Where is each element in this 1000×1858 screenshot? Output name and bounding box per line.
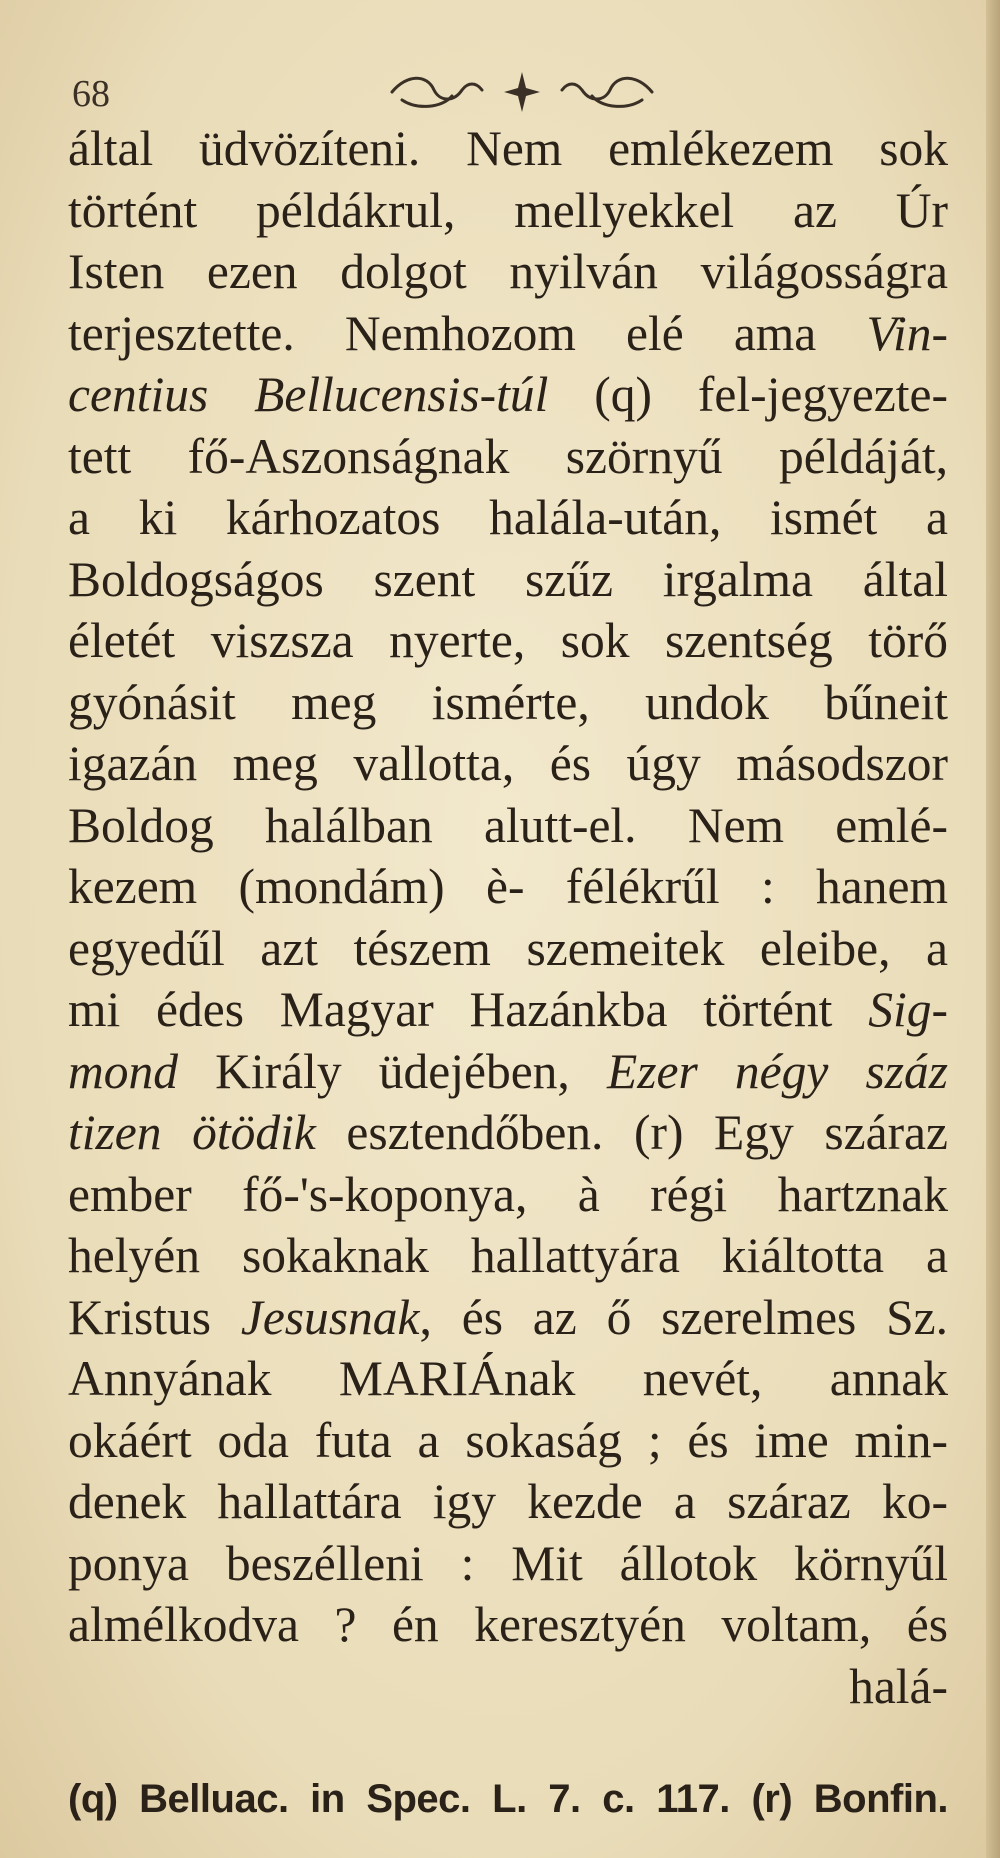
text-segment: esztendőben. (r) Egy száraz xyxy=(315,1105,949,1160)
text-segment: életét viszsza nyerte, sok szentség törő xyxy=(68,613,948,668)
page-edge xyxy=(986,0,1000,1858)
text-segment: kezem (mondám) è- félékrűl : hanem xyxy=(68,859,948,914)
text-line xyxy=(68,610,948,672)
text-line xyxy=(68,303,948,365)
text-line xyxy=(68,979,948,1041)
text-segment: Boldog halálban alutt-el. Nem emlé- xyxy=(68,797,948,853)
text-segment: denek hallattára igy kezde a száraz ko- xyxy=(68,1474,948,1529)
italic-text: Vin- xyxy=(866,305,948,361)
text-segment: helyén sokaknak hallattyára kiáltotta a xyxy=(68,1228,948,1283)
text-segment: Isten ezen dolgot nyilván világosságra xyxy=(68,244,948,299)
text-line xyxy=(68,1287,948,1349)
text-line xyxy=(68,118,948,180)
text-segment: mi édes Magyar Hazánkba történt xyxy=(68,982,869,1037)
text-line xyxy=(68,795,948,857)
italic-text: Sig- xyxy=(868,982,948,1037)
text-segment: Annyának MARIÁnak nevét, annak xyxy=(68,1351,948,1406)
text-line xyxy=(68,364,948,426)
text-segment: gyónásit meg ismérte, undok bűneit xyxy=(68,674,948,730)
text-segment: egyedűl azt tészem szemeitek eleibe, a xyxy=(68,920,948,976)
text-line xyxy=(68,1164,948,1226)
text-segment: Király üdejében, xyxy=(178,1043,607,1099)
text-line xyxy=(68,1225,948,1287)
text-line xyxy=(68,1041,948,1103)
text-segment: almélkodva ? én keresztyén voltam, és xyxy=(68,1597,948,1652)
text-segment: a ki kárhozatos halála-után, ismét a xyxy=(68,490,948,545)
text-line xyxy=(68,1656,948,1718)
main-text xyxy=(68,118,948,1717)
text-segment: által üdvözíteni. Nem emlékezem sok xyxy=(68,121,948,176)
text-line xyxy=(68,1471,948,1533)
text-segment: halá- xyxy=(849,1658,948,1714)
italic-text: Ezer négy száz xyxy=(606,1043,948,1099)
text-line xyxy=(68,733,948,795)
text-segment: igazán meg vallotta, és úgy másodszor xyxy=(68,736,948,791)
text-line xyxy=(68,549,948,611)
text-segment: Kristus xyxy=(68,1289,241,1345)
text-line xyxy=(68,1533,948,1595)
text-line xyxy=(68,1410,948,1472)
text-line xyxy=(68,487,948,549)
text-line xyxy=(68,426,948,488)
text-segment: okáért oda futa a sokaság ; és ime min- xyxy=(68,1412,948,1468)
text-segment: tett fő-Aszonságnak szörnyű példáját, xyxy=(68,428,948,484)
italic-text: tizen ötödik xyxy=(68,1105,316,1160)
text-segment: történt példákrul, mellyekkel az Úr xyxy=(68,182,948,238)
italic-text: centius Bellucensis-túl xyxy=(68,367,549,422)
text-line xyxy=(68,1102,948,1164)
text-line xyxy=(68,1594,948,1656)
footnote: (q) Belluac. in Spec. L. 7. c. 117. (r) Bonfin. xyxy=(68,1777,948,1821)
text-line xyxy=(68,180,948,242)
text-line xyxy=(68,672,948,734)
page-header xyxy=(72,62,952,122)
text-segment: (q) fel-jegyezte- xyxy=(548,367,948,422)
text-segment: , és az ő szerelmes Sz. xyxy=(419,1289,948,1345)
text-line xyxy=(68,1348,948,1410)
text-line xyxy=(68,241,948,303)
text-segment: Boldogságos szent szűz irgalma által xyxy=(68,551,948,607)
italic-text: Jesusnak xyxy=(240,1289,420,1345)
header-ornament xyxy=(372,62,672,122)
text-segment: ember fő-'s-koponya, à régi hartznak xyxy=(68,1166,948,1222)
text-line xyxy=(68,918,948,980)
text-line xyxy=(68,856,948,918)
italic-text: mond xyxy=(68,1043,178,1099)
page-number: 68 xyxy=(72,73,110,115)
text-segment: terjesztette. Nemhozom elé ama xyxy=(68,305,867,361)
text-segment: ponya beszélleni : Mit állotok környűl xyxy=(68,1535,948,1591)
